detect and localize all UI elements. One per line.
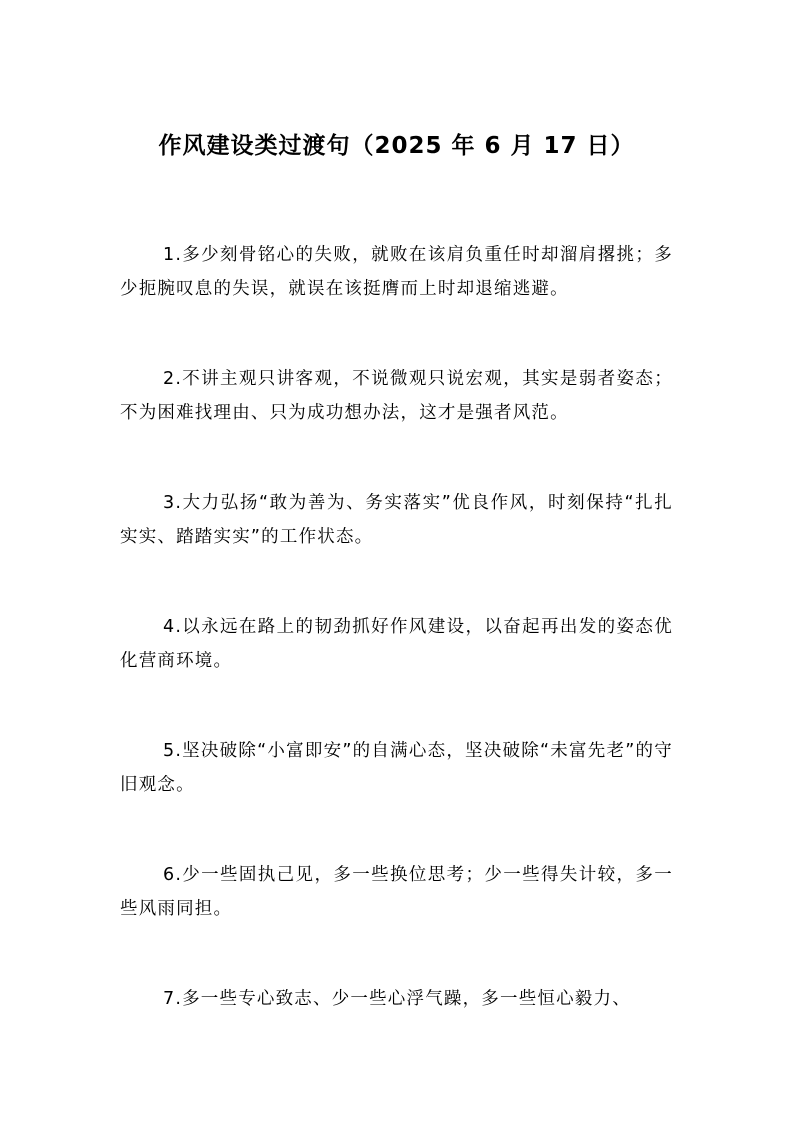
paragraph-2: 2.不讲主观只讲客观，不说微观只说宏观，其实是弱者姿态；不为困难找理由、只为成功想办法，这才是强者风范。 [120, 369, 673, 423]
paragraph-1: 1.多少刻骨铭心的失败，就败在该肩负重任时却溜肩撂挑；多少扼腕叹息的失误，就误在该挺膺而上时却退缩逃避。 [120, 245, 673, 299]
paragraph-7: 7.多一些专心致志、少一些心浮气躁，多一些恒心毅力、 [163, 989, 631, 1009]
paragraph-5: 5.坚决破除“小富即安”的自满心态，坚决破除“未富先老”的守旧观念。 [120, 741, 673, 795]
paragraph-6: 6.少一些固执己见，多一些换位思考；少一些得失计较，多一些风雨同担。 [120, 865, 673, 919]
paragraph-3: 3.大力弘扬“敢为善为、务实落实”优良作风，时刻保持“扎扎实实、踏踏实实”的工作状态。 [120, 493, 673, 547]
document-title: 作风建设类过渡句（2025 年 6 月 17 日） [158, 133, 635, 159]
paragraph-4: 4.以永远在路上的韧劲抓好作风建设，以奋起再出发的姿态优化营商环境。 [120, 617, 673, 671]
